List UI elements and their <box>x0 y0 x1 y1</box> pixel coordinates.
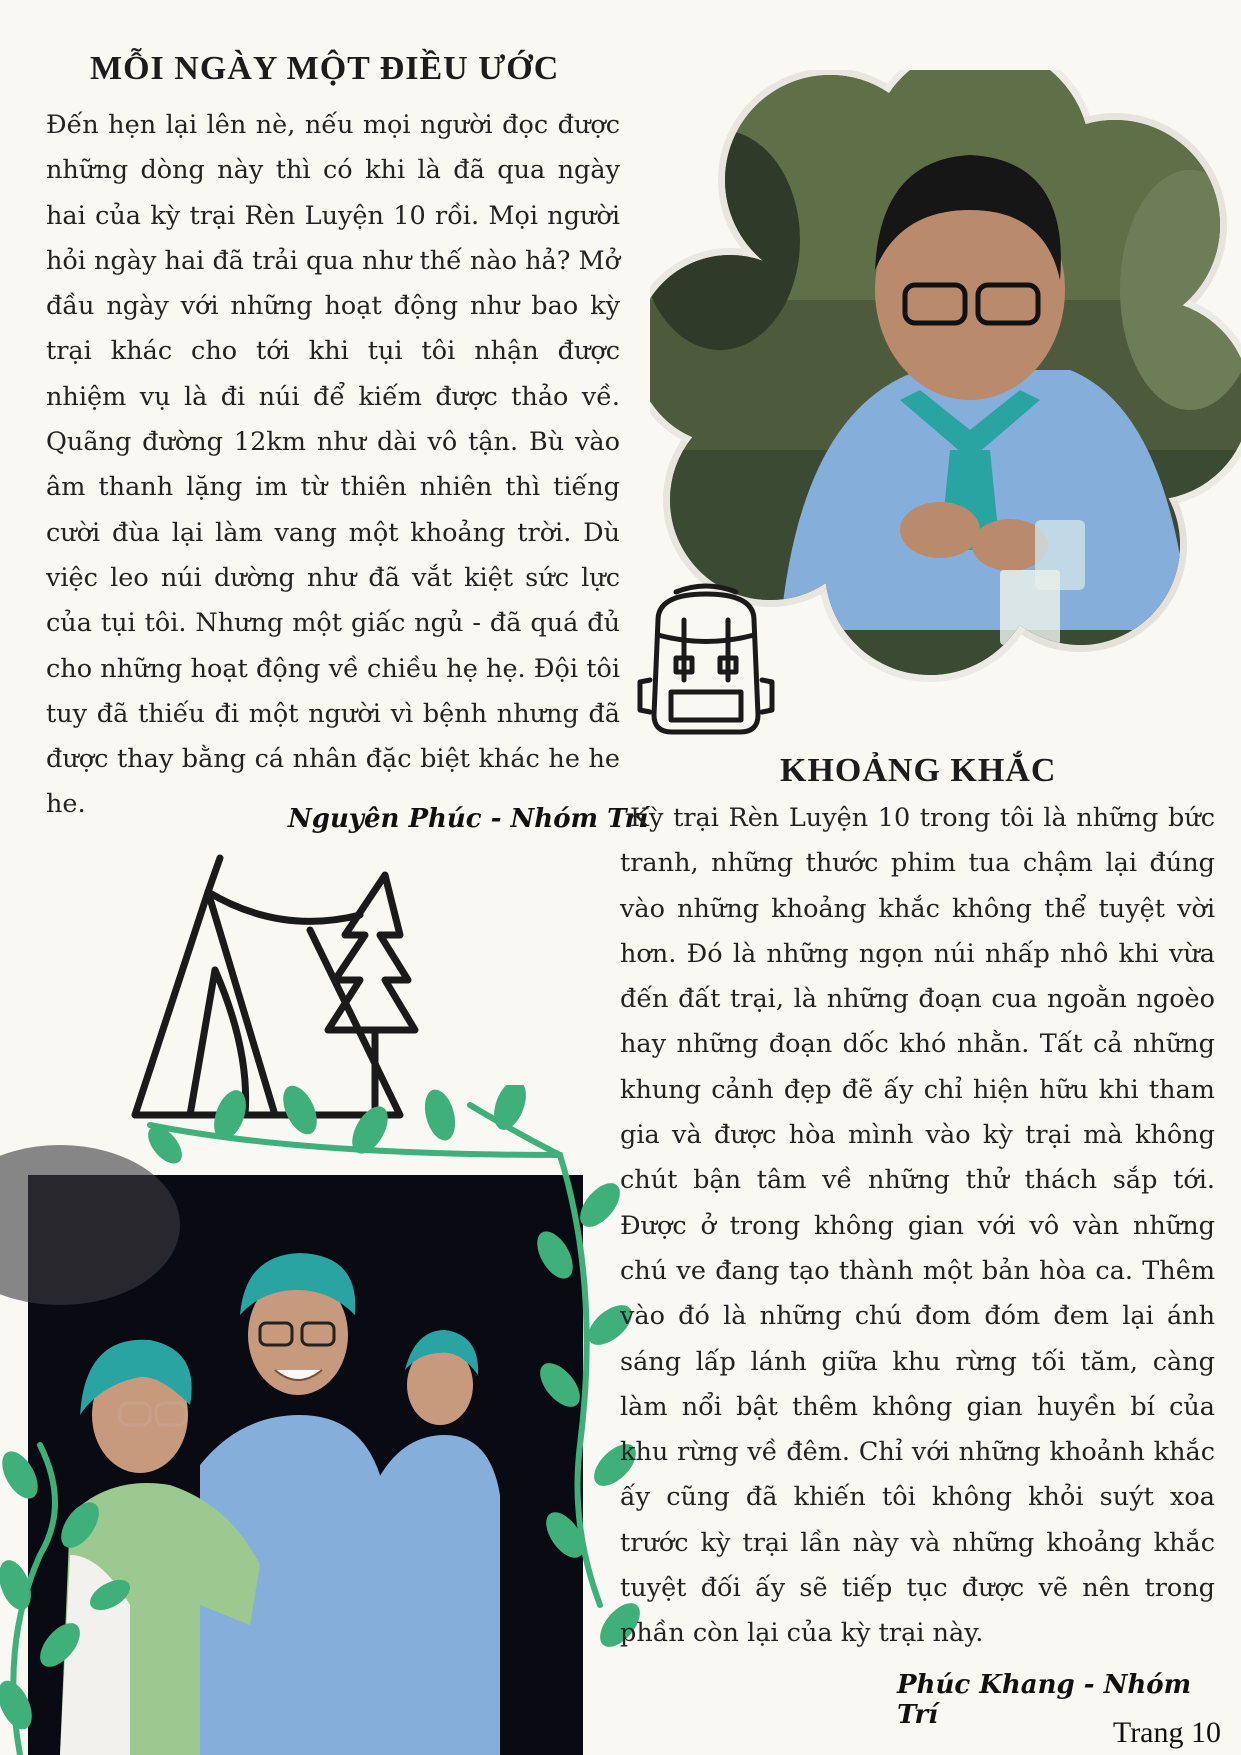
article-title-1: MỖI NGÀY MỘT ĐIỀU ƯỚC <box>90 50 560 87</box>
page-number: Trang 10 <box>1112 1716 1221 1749</box>
article-author-2: Phúc Khang - Nhóm Trí <box>897 1670 1192 1730</box>
article-body-2: Kỳ trại Rèn Luyện 10 trong tôi là những bức tranh, những thước phim tua chậm lại đúng vào những khoảng khắc không thể tuyệt vời hơn. Đó là những ngọn núi nhấp nhô khi vừa đến đất trại, là những đoạn cua ngoằn ngoèo hay những đoạn dốc khó nhằn. Tất cả những khung cảnh đẹp đẽ ấy chỉ hiện hữu khi tham gia và được hòa mình vào kỳ trại mà không chút bận tâm về những thử thách sắp tới. Được ở trong không gian với vô vàn những chú ve đang tạo thành một bản hòa ca. Thêm vào đó là những chú đom đóm đem lại ánh sáng lấp lánh giữa khu rừng tối tăm, càng làm nổi bật thêm không gian huyền bí của khu rừng về đêm. Chỉ với những khoảnh khắc ấy cũng đã khiến tôi không khỏi suýt xoa trước kỳ trại lần này và những khoảng khắc tuyệt đối ấy sẽ tiếp tục được vẽ nên trong phần còn lại của kỳ trại này. <box>620 803 1215 1649</box>
campers-night-photo <box>0 1085 640 1755</box>
article-author-1: Nguyên Phúc - Nhóm Trí <box>288 804 649 834</box>
article-title-2: KHOẢNG KHẮC <box>780 752 1057 789</box>
backpack-icon <box>636 580 776 740</box>
article-body-1: Đến hẹn lại lên nè, nếu mọi người đọc được những dòng này thì có khi là đã qua ngày hai của kỳ trại Rèn Luyện 10 rồi. Mọi người hỏi ngày hai đã trải qua như thế nào hả? Mở đầu ngày với những hoạt động như bao kỳ trại khác cho tới khi tụi tôi nhận được nhiệm vụ là đi núi để kiếm được thảo về. Quãng đường 12km như dài vô tận. Bù vào âm thanh lặng im từ thiên nhiên thì tiếng cười đùa lại làm vang một khoảng trời. Dù việc leo núi dường như đã vắt kiệt sức lực của tụi tôi. Nhưng một giấc ngủ - đã quá đủ cho những hoạt động về chiều hẹ hẹ. Đội tôi tuy đã thiếu đi một người vì bệnh nhưng đã được thay bằng cá nhân đặc biệt khác he he he. <box>46 110 620 820</box>
